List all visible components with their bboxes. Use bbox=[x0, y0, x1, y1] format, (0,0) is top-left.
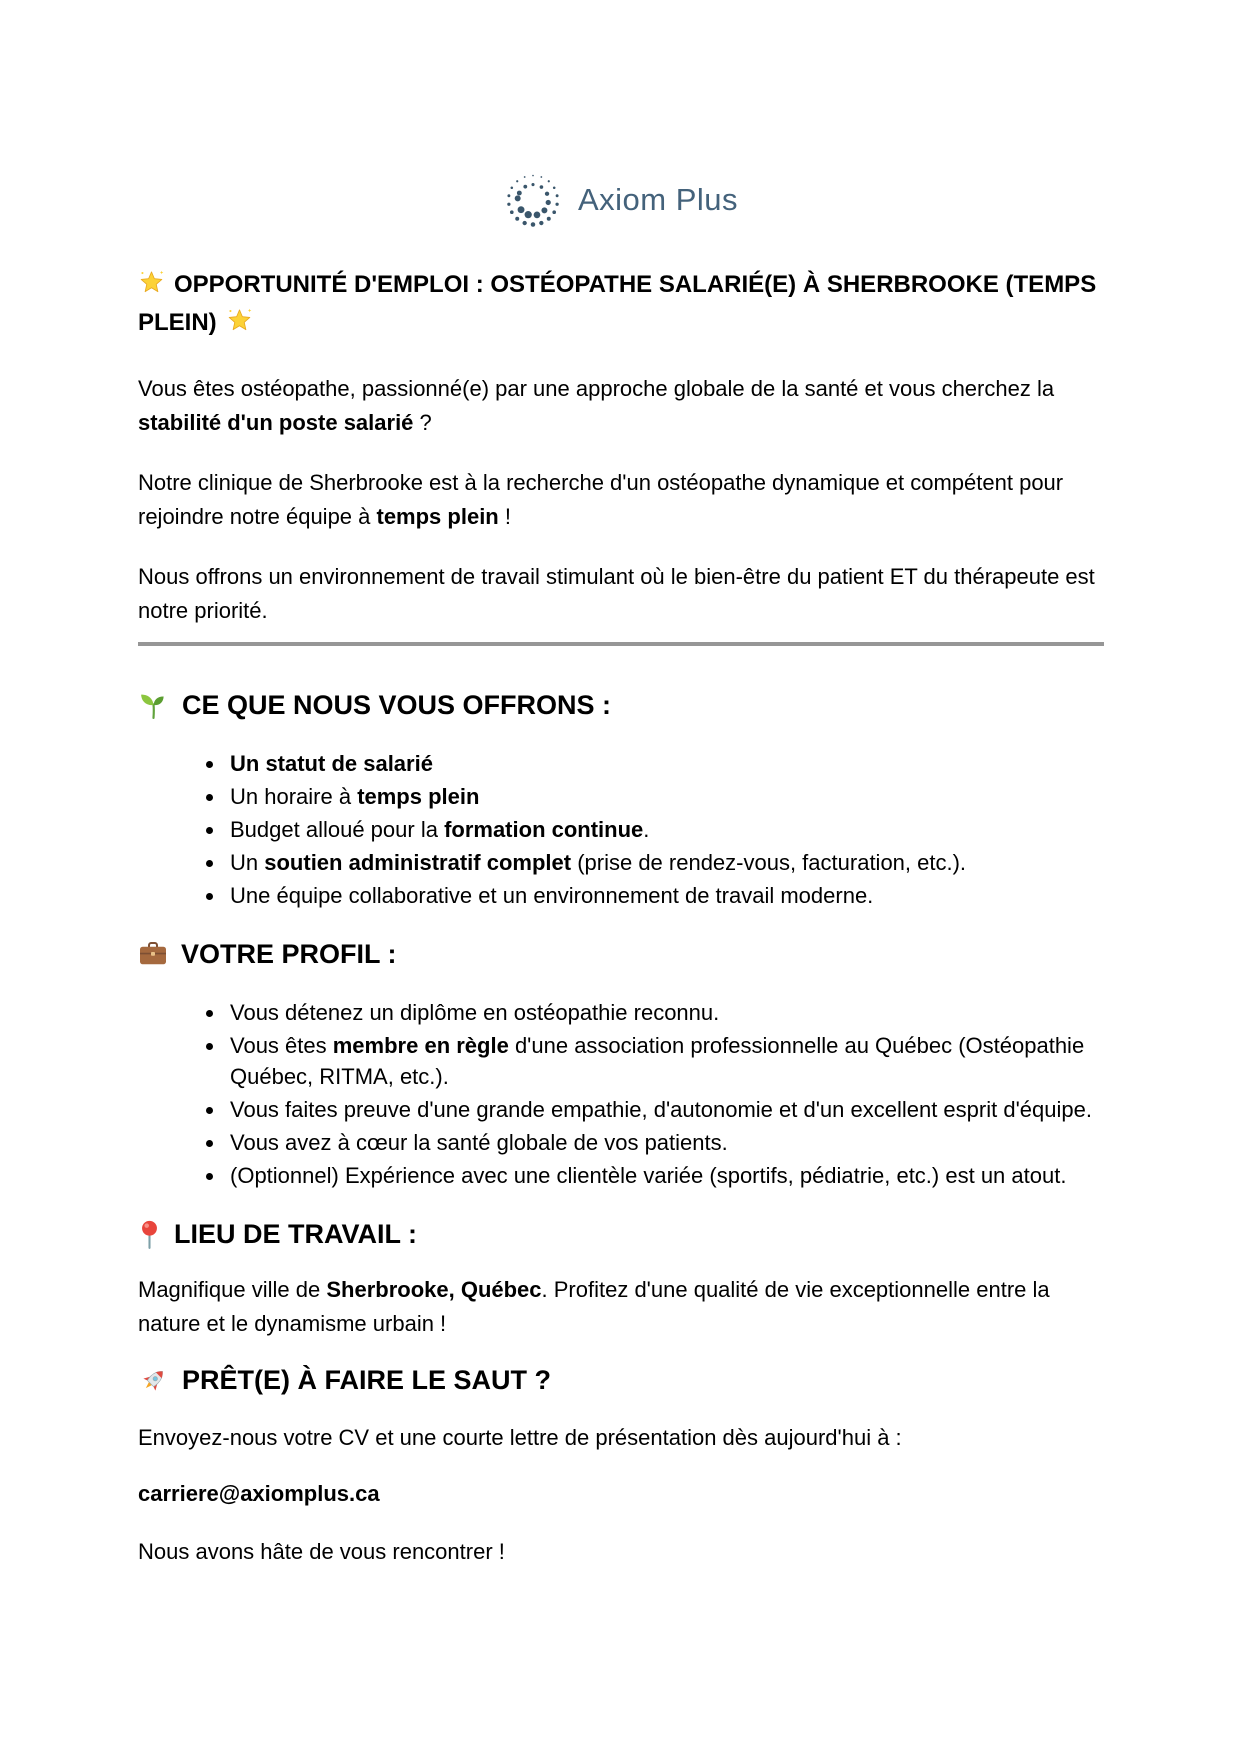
text-segment: Notre clinique de Sherbrooke est à la recherche d'un ostéopathe dynamique et compétent pour rejoindre notre équipe à bbox=[138, 470, 1064, 529]
brand-name: Axiom Plus bbox=[577, 182, 739, 217]
text-segment: Un horaire à bbox=[230, 784, 358, 809]
bold-segment: temps plein bbox=[376, 504, 499, 529]
briefcase-icon bbox=[138, 940, 168, 968]
offers-list bbox=[138, 748, 1104, 911]
list-item bbox=[226, 847, 1104, 878]
cta-paragraph bbox=[138, 1421, 1104, 1455]
list-item bbox=[226, 748, 1104, 779]
list-item bbox=[226, 1094, 1104, 1125]
glowing-star-icon bbox=[226, 307, 253, 334]
intro-paragraph-1 bbox=[138, 372, 1104, 440]
application-email bbox=[138, 1477, 1104, 1511]
text-segment: Vous détenez un diplôme en ostéopathie reconnu. bbox=[230, 1000, 720, 1025]
text-segment: d'une association professionnelle au Québec (Ostéopathie Québec, RITMA, etc.). bbox=[230, 1033, 1085, 1089]
section-divider bbox=[138, 642, 1104, 646]
cta-heading-text: PRÊT(E) À FAIRE LE SAUT ? bbox=[182, 1365, 552, 1395]
bold-segment: stabilité d'un poste salarié bbox=[138, 410, 414, 435]
offers-heading-text: CE QUE NOUS VOUS OFFRONS : bbox=[182, 690, 612, 720]
axiom-plus-logo-icon bbox=[504, 171, 562, 229]
location-section-heading bbox=[138, 1217, 1104, 1251]
cta-section-heading bbox=[138, 1363, 1104, 1397]
text-segment: Envoyez-nous votre CV et une courte lettre de présentation dès aujourd'hui à : bbox=[138, 1425, 902, 1450]
bold-segment: formation continue bbox=[444, 817, 644, 842]
list-item bbox=[226, 997, 1104, 1028]
text-segment: (Optionnel) Expérience avec une clientèle variée (sportifs, pédiatrie, etc.) est un atout. bbox=[230, 1163, 1067, 1188]
job-title-text: OPPORTUNITÉ D'EMPLOI : OSTÉOPATHE SALARIÉ(E) À SHERBROOKE (TEMPS PLEIN) bbox=[138, 271, 1097, 336]
text-segment: Une équipe collaborative et un environnement de travail moderne. bbox=[230, 883, 874, 908]
bold-segment: Sherbrooke, Québec bbox=[326, 1277, 542, 1302]
list-item bbox=[226, 880, 1104, 911]
text-segment: Vous avez à cœur la santé globale de vos patients. bbox=[230, 1130, 728, 1155]
text-segment: ! bbox=[498, 504, 511, 529]
profile-list bbox=[138, 997, 1104, 1191]
text-segment: Vous êtes bbox=[230, 1033, 333, 1058]
list-item bbox=[226, 1127, 1104, 1158]
bold-segment: membre en règle bbox=[332, 1033, 509, 1058]
text-segment: Un bbox=[230, 850, 265, 875]
text-segment: . bbox=[643, 817, 650, 842]
intro-paragraph-2 bbox=[138, 466, 1104, 534]
text-segment: . Profitez d'une qualité de vie exceptionnelle entre la nature et le dynamisme urbain ! bbox=[138, 1277, 1050, 1336]
list-item bbox=[226, 1030, 1104, 1092]
glowing-star-icon bbox=[138, 269, 165, 296]
list-item bbox=[226, 781, 1104, 812]
offers-section-heading bbox=[138, 688, 1104, 722]
text-segment: Nous offrons un environnement de travail stimulant où le bien-être du patient ET du thérapeute est notre priorité. bbox=[138, 564, 1095, 623]
seedling-icon bbox=[138, 690, 169, 721]
text-segment: (prise de rendez-vous, facturation, etc.). bbox=[571, 850, 967, 875]
intro-paragraph-3 bbox=[138, 560, 1104, 628]
company-logo bbox=[138, 170, 1104, 230]
job-posting-title bbox=[138, 266, 1104, 342]
profile-heading-text: VOTRE PROFIL : bbox=[181, 939, 397, 969]
email-text: carriere@axiomplus.ca bbox=[138, 1481, 380, 1506]
round-pushpin-icon bbox=[138, 1219, 161, 1250]
text-segment: ? bbox=[413, 410, 432, 435]
rocket-icon bbox=[138, 1365, 169, 1396]
location-heading-text: LIEU DE TRAVAIL : bbox=[174, 1219, 417, 1249]
text-segment: Magnifique ville de bbox=[138, 1277, 327, 1302]
location-paragraph bbox=[138, 1273, 1104, 1341]
text-segment: Nous avons hâte de vous rencontrer ! bbox=[138, 1539, 505, 1564]
bold-segment: temps plein bbox=[357, 784, 480, 809]
list-item bbox=[226, 1160, 1104, 1191]
text-segment: Vous êtes ostéopathe, passionné(e) par une approche globale de la santé et vous cherchez la bbox=[138, 376, 1055, 401]
text-segment: Vous faites preuve d'une grande empathie, d'autonomie et d'un excellent esprit d'équipe. bbox=[230, 1097, 1092, 1122]
closing-paragraph bbox=[138, 1535, 1104, 1569]
list-item bbox=[226, 814, 1104, 845]
bold-segment: soutien administratif complet bbox=[264, 850, 572, 875]
text-segment: Budget alloué pour la bbox=[230, 817, 445, 842]
profile-section-heading bbox=[138, 937, 1104, 971]
bold-segment: Un statut de salarié bbox=[230, 751, 433, 776]
